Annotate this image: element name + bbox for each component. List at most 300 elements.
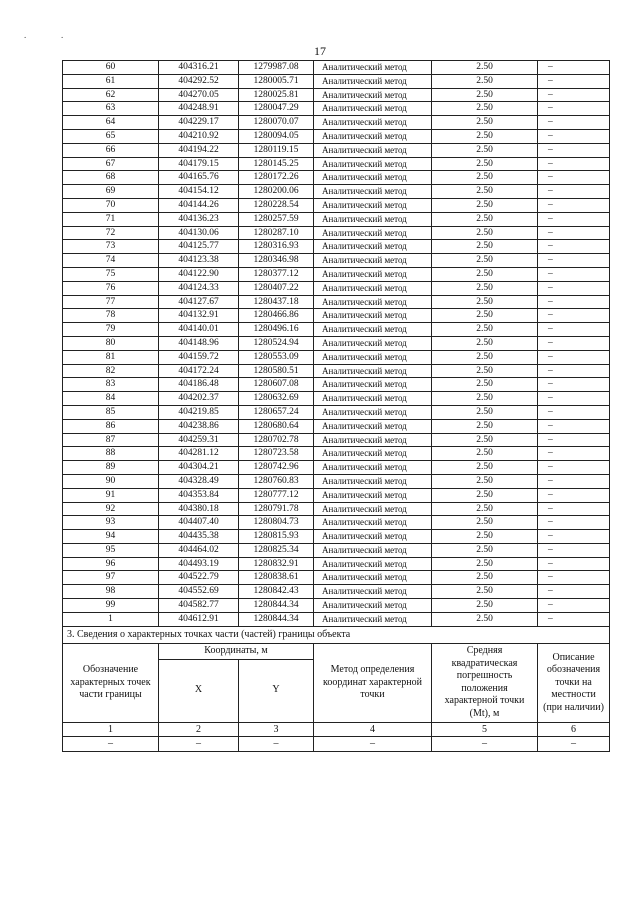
description-cell: – bbox=[538, 543, 610, 557]
stray-mark-1: . bbox=[24, 30, 27, 40]
method-cell: Аналитический метод bbox=[314, 461, 432, 475]
point-number-cell: 88 bbox=[63, 447, 159, 461]
description-cell: – bbox=[538, 309, 610, 323]
error-cell: 2.50 bbox=[432, 61, 538, 75]
point-number-cell: 89 bbox=[63, 461, 159, 475]
table-row bbox=[63, 571, 610, 585]
point-number-cell: 66 bbox=[63, 143, 159, 157]
method-cell: Аналитический метод bbox=[314, 364, 432, 378]
point-number-cell: 74 bbox=[63, 254, 159, 268]
description-cell: – bbox=[538, 405, 610, 419]
table-row bbox=[63, 226, 610, 240]
method-cell: Аналитический метод bbox=[314, 323, 432, 337]
error-cell: 2.50 bbox=[432, 267, 538, 281]
x-coordinate-cell: 404165.76 bbox=[159, 171, 239, 185]
x-coordinate-cell: 404238.86 bbox=[159, 419, 239, 433]
description-cell: – bbox=[538, 212, 610, 226]
section3-table bbox=[62, 626, 610, 752]
error-cell: 2.50 bbox=[432, 74, 538, 88]
stray-mark-2: . bbox=[61, 30, 64, 40]
error-cell: 2.50 bbox=[432, 530, 538, 544]
y-coordinate-cell: 1280825.34 bbox=[239, 543, 314, 557]
y-coordinate-cell: 1280287.10 bbox=[239, 226, 314, 240]
table-row bbox=[63, 240, 610, 254]
error-cell: 2.50 bbox=[432, 185, 538, 199]
y-coordinate-cell: 1280316.93 bbox=[239, 240, 314, 254]
y-coordinate-cell: 1280742.96 bbox=[239, 461, 314, 475]
x-coordinate-cell: 404328.49 bbox=[159, 474, 239, 488]
x-coordinate-cell: 404136.23 bbox=[159, 212, 239, 226]
error-cell: 2.50 bbox=[432, 309, 538, 323]
y-coordinate-cell: 1280437.18 bbox=[239, 295, 314, 309]
description-cell: – bbox=[538, 226, 610, 240]
description-cell: – bbox=[538, 171, 610, 185]
table-row bbox=[63, 323, 610, 337]
x-coordinate-cell: 404130.06 bbox=[159, 226, 239, 240]
x-coordinate-cell: 404248.91 bbox=[159, 102, 239, 116]
table-row bbox=[63, 612, 610, 626]
header-description: Описание обозначения точки на местности (при наличии) bbox=[538, 644, 610, 723]
table-row bbox=[63, 530, 610, 544]
description-cell: – bbox=[538, 350, 610, 364]
y-coordinate-cell: 1280838.61 bbox=[239, 571, 314, 585]
point-number-cell: 70 bbox=[63, 198, 159, 212]
point-number-cell: 61 bbox=[63, 74, 159, 88]
table-row bbox=[63, 433, 610, 447]
y-coordinate-cell: 1280524.94 bbox=[239, 336, 314, 350]
header-y: Y bbox=[239, 659, 314, 722]
description-cell: – bbox=[538, 336, 610, 350]
error-cell: 2.50 bbox=[432, 198, 538, 212]
error-cell: 2.50 bbox=[432, 378, 538, 392]
x-coordinate-cell: 404154.12 bbox=[159, 185, 239, 199]
description-cell: – bbox=[538, 116, 610, 130]
description-cell: – bbox=[538, 157, 610, 171]
error-cell: 2.50 bbox=[432, 240, 538, 254]
x-coordinate-cell: 404186.48 bbox=[159, 378, 239, 392]
column-number-2: 2 bbox=[159, 722, 239, 736]
method-cell: Аналитический метод bbox=[314, 88, 432, 102]
error-cell: 2.50 bbox=[432, 350, 538, 364]
description-cell: – bbox=[538, 447, 610, 461]
method-cell: Аналитический метод bbox=[314, 129, 432, 143]
table-row bbox=[63, 171, 610, 185]
y-coordinate-cell: 1280680.64 bbox=[239, 419, 314, 433]
error-cell: 2.50 bbox=[432, 116, 538, 130]
point-number-cell: 80 bbox=[63, 336, 159, 350]
table-row bbox=[63, 585, 610, 599]
error-cell: 2.50 bbox=[432, 557, 538, 571]
error-cell: 2.50 bbox=[432, 599, 538, 613]
x-coordinate-cell: 404122.90 bbox=[159, 267, 239, 281]
y-coordinate-cell: 1280702.78 bbox=[239, 433, 314, 447]
method-cell: Аналитический метод bbox=[314, 502, 432, 516]
method-cell: Аналитический метод bbox=[314, 336, 432, 350]
point-number-cell: 72 bbox=[63, 226, 159, 240]
table-row bbox=[63, 543, 610, 557]
x-coordinate-cell: 404179.15 bbox=[159, 157, 239, 171]
x-coordinate-cell: 404127.67 bbox=[159, 295, 239, 309]
table-row bbox=[63, 212, 610, 226]
description-cell: – bbox=[538, 585, 610, 599]
point-number-cell: 1 bbox=[63, 612, 159, 626]
description-cell: – bbox=[538, 198, 610, 212]
description-cell: – bbox=[538, 516, 610, 530]
error-cell: 2.50 bbox=[432, 502, 538, 516]
column-number-1: 1 bbox=[63, 722, 159, 736]
section3-value-1: – bbox=[63, 736, 159, 751]
description-cell: – bbox=[538, 254, 610, 268]
error-cell: 2.50 bbox=[432, 612, 538, 626]
error-cell: 2.50 bbox=[432, 102, 538, 116]
y-coordinate-cell: 1280844.34 bbox=[239, 599, 314, 613]
method-cell: Аналитический метод bbox=[314, 61, 432, 75]
coordinates-table bbox=[62, 60, 610, 627]
x-coordinate-cell: 404582.77 bbox=[159, 599, 239, 613]
description-cell: – bbox=[538, 74, 610, 88]
x-coordinate-cell: 404194.22 bbox=[159, 143, 239, 157]
y-coordinate-cell: 1280070.07 bbox=[239, 116, 314, 130]
table-row bbox=[63, 336, 610, 350]
section3-value-4: – bbox=[314, 736, 432, 751]
table-row bbox=[63, 599, 610, 613]
method-cell: Аналитический метод bbox=[314, 295, 432, 309]
error-cell: 2.50 bbox=[432, 585, 538, 599]
description-cell: – bbox=[538, 61, 610, 75]
page-number: 17 bbox=[314, 44, 326, 58]
point-number-cell: 98 bbox=[63, 585, 159, 599]
point-number-cell: 76 bbox=[63, 281, 159, 295]
error-cell: 2.50 bbox=[432, 474, 538, 488]
y-coordinate-cell: 1280815.93 bbox=[239, 530, 314, 544]
method-cell: Аналитический метод bbox=[314, 557, 432, 571]
table-row bbox=[63, 461, 610, 475]
y-coordinate-cell: 1280346.98 bbox=[239, 254, 314, 268]
description-cell: – bbox=[538, 143, 610, 157]
x-coordinate-cell: 404172.24 bbox=[159, 364, 239, 378]
table-row bbox=[63, 405, 610, 419]
method-cell: Аналитический метод bbox=[314, 254, 432, 268]
table-row bbox=[63, 364, 610, 378]
y-coordinate-cell: 1280145.25 bbox=[239, 157, 314, 171]
description-cell: – bbox=[538, 102, 610, 116]
description-cell: – bbox=[538, 323, 610, 337]
table-row bbox=[63, 392, 610, 406]
description-cell: – bbox=[538, 530, 610, 544]
y-coordinate-cell: 1280657.24 bbox=[239, 405, 314, 419]
error-cell: 2.50 bbox=[432, 212, 538, 226]
x-coordinate-cell: 404493.19 bbox=[159, 557, 239, 571]
description-cell: – bbox=[538, 461, 610, 475]
method-cell: Аналитический метод bbox=[314, 474, 432, 488]
coordinates-table-body bbox=[63, 61, 610, 627]
table-row bbox=[63, 488, 610, 502]
x-coordinate-cell: 404353.84 bbox=[159, 488, 239, 502]
error-cell: 2.50 bbox=[432, 543, 538, 557]
y-coordinate-cell: 1280804.73 bbox=[239, 516, 314, 530]
y-coordinate-cell: 1280172.26 bbox=[239, 171, 314, 185]
description-cell: – bbox=[538, 419, 610, 433]
error-cell: 2.50 bbox=[432, 254, 538, 268]
description-cell: – bbox=[538, 392, 610, 406]
table-row bbox=[63, 502, 610, 516]
point-number-cell: 75 bbox=[63, 267, 159, 281]
point-number-cell: 77 bbox=[63, 295, 159, 309]
method-cell: Аналитический метод bbox=[314, 281, 432, 295]
error-cell: 2.50 bbox=[432, 323, 538, 337]
method-cell: Аналитический метод bbox=[314, 116, 432, 130]
y-coordinate-cell: 1280407.22 bbox=[239, 281, 314, 295]
table-row bbox=[63, 557, 610, 571]
x-coordinate-cell: 404140.01 bbox=[159, 323, 239, 337]
x-coordinate-cell: 404407.40 bbox=[159, 516, 239, 530]
header-designation: Обозначение характерных точек части границы bbox=[63, 644, 159, 723]
point-number-cell: 83 bbox=[63, 378, 159, 392]
x-coordinate-cell: 404522.79 bbox=[159, 571, 239, 585]
table-row bbox=[63, 281, 610, 295]
description-cell: – bbox=[538, 488, 610, 502]
point-number-cell: 97 bbox=[63, 571, 159, 585]
point-number-cell: 90 bbox=[63, 474, 159, 488]
method-cell: Аналитический метод bbox=[314, 74, 432, 88]
x-coordinate-cell: 404435.38 bbox=[159, 530, 239, 544]
method-cell: Аналитический метод bbox=[314, 157, 432, 171]
table-row bbox=[63, 116, 610, 130]
error-cell: 2.50 bbox=[432, 157, 538, 171]
error-cell: 2.50 bbox=[432, 364, 538, 378]
y-coordinate-cell: 1280377.12 bbox=[239, 267, 314, 281]
x-coordinate-cell: 404124.33 bbox=[159, 281, 239, 295]
x-coordinate-cell: 404132.91 bbox=[159, 309, 239, 323]
method-cell: Аналитический метод bbox=[314, 585, 432, 599]
point-number-cell: 71 bbox=[63, 212, 159, 226]
point-number-cell: 68 bbox=[63, 171, 159, 185]
point-number-cell: 63 bbox=[63, 102, 159, 116]
description-cell: – bbox=[538, 267, 610, 281]
method-cell: Аналитический метод bbox=[314, 612, 432, 626]
error-cell: 2.50 bbox=[432, 171, 538, 185]
method-cell: Аналитический метод bbox=[314, 240, 432, 254]
table-row bbox=[63, 143, 610, 157]
section3-value-5: – bbox=[432, 736, 538, 751]
method-cell: Аналитический метод bbox=[314, 419, 432, 433]
error-cell: 2.50 bbox=[432, 447, 538, 461]
y-coordinate-cell: 1280842.43 bbox=[239, 585, 314, 599]
error-cell: 2.50 bbox=[432, 461, 538, 475]
method-cell: Аналитический метод bbox=[314, 447, 432, 461]
point-number-cell: 96 bbox=[63, 557, 159, 571]
header-x: X bbox=[159, 659, 239, 722]
point-number-cell: 86 bbox=[63, 419, 159, 433]
method-cell: Аналитический метод bbox=[314, 378, 432, 392]
method-cell: Аналитический метод bbox=[314, 185, 432, 199]
method-cell: Аналитический метод bbox=[314, 350, 432, 364]
point-number-cell: 81 bbox=[63, 350, 159, 364]
error-cell: 2.50 bbox=[432, 392, 538, 406]
table-row bbox=[63, 474, 610, 488]
x-coordinate-cell: 404219.85 bbox=[159, 405, 239, 419]
method-cell: Аналитический метод bbox=[314, 488, 432, 502]
description-cell: – bbox=[538, 502, 610, 516]
point-number-cell: 79 bbox=[63, 323, 159, 337]
x-coordinate-cell: 404304.21 bbox=[159, 461, 239, 475]
section3-title: 3. Сведения о характерных точках части (частей) границы объекта bbox=[63, 627, 610, 644]
x-coordinate-cell: 404259.31 bbox=[159, 433, 239, 447]
method-cell: Аналитический метод bbox=[314, 543, 432, 557]
table-row bbox=[63, 516, 610, 530]
description-cell: – bbox=[538, 378, 610, 392]
y-coordinate-cell: 1280047.29 bbox=[239, 102, 314, 116]
section3-value-2: – bbox=[159, 736, 239, 751]
method-cell: Аналитический метод bbox=[314, 433, 432, 447]
table-row bbox=[63, 61, 610, 75]
y-coordinate-cell: 1280496.16 bbox=[239, 323, 314, 337]
point-number-cell: 93 bbox=[63, 516, 159, 530]
y-coordinate-cell: 1280119.15 bbox=[239, 143, 314, 157]
table-row bbox=[63, 129, 610, 143]
table-row bbox=[63, 295, 610, 309]
error-cell: 2.50 bbox=[432, 516, 538, 530]
table-row bbox=[63, 88, 610, 102]
y-coordinate-cell: 1280553.09 bbox=[239, 350, 314, 364]
error-cell: 2.50 bbox=[432, 405, 538, 419]
method-cell: Аналитический метод bbox=[314, 405, 432, 419]
table-row bbox=[63, 185, 610, 199]
table-row bbox=[63, 309, 610, 323]
method-cell: Аналитический метод bbox=[314, 102, 432, 116]
y-coordinate-cell: 1280005.71 bbox=[239, 74, 314, 88]
table-row bbox=[63, 198, 610, 212]
y-coordinate-cell: 1280632.69 bbox=[239, 392, 314, 406]
point-number-cell: 94 bbox=[63, 530, 159, 544]
description-cell: – bbox=[538, 599, 610, 613]
table-row bbox=[63, 102, 610, 116]
point-number-cell: 73 bbox=[63, 240, 159, 254]
point-number-cell: 84 bbox=[63, 392, 159, 406]
error-cell: 2.50 bbox=[432, 295, 538, 309]
method-cell: Аналитический метод bbox=[314, 171, 432, 185]
y-coordinate-cell: 1280777.12 bbox=[239, 488, 314, 502]
table-row bbox=[63, 254, 610, 268]
y-coordinate-cell: 1280760.83 bbox=[239, 474, 314, 488]
method-cell: Аналитический метод bbox=[314, 198, 432, 212]
point-number-cell: 67 bbox=[63, 157, 159, 171]
point-number-cell: 65 bbox=[63, 129, 159, 143]
description-cell: – bbox=[538, 612, 610, 626]
y-coordinate-cell: 1280466.86 bbox=[239, 309, 314, 323]
x-coordinate-cell: 404316.21 bbox=[159, 61, 239, 75]
x-coordinate-cell: 404292.52 bbox=[159, 74, 239, 88]
header-coordinates: Координаты, м bbox=[159, 644, 314, 660]
description-cell: – bbox=[538, 281, 610, 295]
table-row bbox=[63, 267, 610, 281]
point-number-cell: 99 bbox=[63, 599, 159, 613]
error-cell: 2.50 bbox=[432, 88, 538, 102]
error-cell: 2.50 bbox=[432, 433, 538, 447]
description-cell: – bbox=[538, 185, 610, 199]
description-cell: – bbox=[538, 129, 610, 143]
table-row bbox=[63, 378, 610, 392]
error-cell: 2.50 bbox=[432, 419, 538, 433]
error-cell: 2.50 bbox=[432, 571, 538, 585]
method-cell: Аналитический метод bbox=[314, 599, 432, 613]
column-number-3: 3 bbox=[239, 722, 314, 736]
y-coordinate-cell: 1280094.05 bbox=[239, 129, 314, 143]
method-cell: Аналитический метод bbox=[314, 530, 432, 544]
point-number-cell: 95 bbox=[63, 543, 159, 557]
description-cell: – bbox=[538, 571, 610, 585]
section3-value-3: – bbox=[239, 736, 314, 751]
point-number-cell: 82 bbox=[63, 364, 159, 378]
point-number-cell: 64 bbox=[63, 116, 159, 130]
error-cell: 2.50 bbox=[432, 336, 538, 350]
table-row bbox=[63, 74, 610, 88]
x-coordinate-cell: 404270.05 bbox=[159, 88, 239, 102]
point-number-cell: 69 bbox=[63, 185, 159, 199]
x-coordinate-cell: 404281.12 bbox=[159, 447, 239, 461]
x-coordinate-cell: 404612.91 bbox=[159, 612, 239, 626]
method-cell: Аналитический метод bbox=[314, 143, 432, 157]
y-coordinate-cell: 1280200.06 bbox=[239, 185, 314, 199]
y-coordinate-cell: 1280580.51 bbox=[239, 364, 314, 378]
point-number-cell: 87 bbox=[63, 433, 159, 447]
y-coordinate-cell: 1280832.91 bbox=[239, 557, 314, 571]
x-coordinate-cell: 404380.18 bbox=[159, 502, 239, 516]
y-coordinate-cell: 1280607.08 bbox=[239, 378, 314, 392]
point-number-cell: 92 bbox=[63, 502, 159, 516]
column-number-6: 6 bbox=[538, 722, 610, 736]
y-coordinate-cell: 1280723.58 bbox=[239, 447, 314, 461]
x-coordinate-cell: 404210.92 bbox=[159, 129, 239, 143]
x-coordinate-cell: 404125.77 bbox=[159, 240, 239, 254]
y-coordinate-cell: 1280791.78 bbox=[239, 502, 314, 516]
point-number-cell: 78 bbox=[63, 309, 159, 323]
table-row bbox=[63, 447, 610, 461]
x-coordinate-cell: 404144.26 bbox=[159, 198, 239, 212]
y-coordinate-cell: 1280844.34 bbox=[239, 612, 314, 626]
method-cell: Аналитический метод bbox=[314, 392, 432, 406]
header-error: Средняя квадратическая погрешность положения характерной точки (Mt), м bbox=[432, 644, 538, 723]
x-coordinate-cell: 404464.02 bbox=[159, 543, 239, 557]
x-coordinate-cell: 404123.38 bbox=[159, 254, 239, 268]
y-coordinate-cell: 1280257.59 bbox=[239, 212, 314, 226]
method-cell: Аналитический метод bbox=[314, 212, 432, 226]
x-coordinate-cell: 404229.17 bbox=[159, 116, 239, 130]
table-row bbox=[63, 419, 610, 433]
description-cell: – bbox=[538, 364, 610, 378]
column-number-5: 5 bbox=[432, 722, 538, 736]
error-cell: 2.50 bbox=[432, 143, 538, 157]
method-cell: Аналитический метод bbox=[314, 571, 432, 585]
x-coordinate-cell: 404202.37 bbox=[159, 392, 239, 406]
error-cell: 2.50 bbox=[432, 129, 538, 143]
error-cell: 2.50 bbox=[432, 488, 538, 502]
y-coordinate-cell: 1280025.81 bbox=[239, 88, 314, 102]
method-cell: Аналитический метод bbox=[314, 516, 432, 530]
point-number-cell: 60 bbox=[63, 61, 159, 75]
point-number-cell: 85 bbox=[63, 405, 159, 419]
section3-value-6: – bbox=[538, 736, 610, 751]
error-cell: 2.50 bbox=[432, 226, 538, 240]
point-number-cell: 91 bbox=[63, 488, 159, 502]
table-row bbox=[63, 350, 610, 364]
method-cell: Аналитический метод bbox=[314, 309, 432, 323]
description-cell: – bbox=[538, 433, 610, 447]
error-cell: 2.50 bbox=[432, 281, 538, 295]
x-coordinate-cell: 404159.72 bbox=[159, 350, 239, 364]
description-cell: – bbox=[538, 88, 610, 102]
x-coordinate-cell: 404552.69 bbox=[159, 585, 239, 599]
